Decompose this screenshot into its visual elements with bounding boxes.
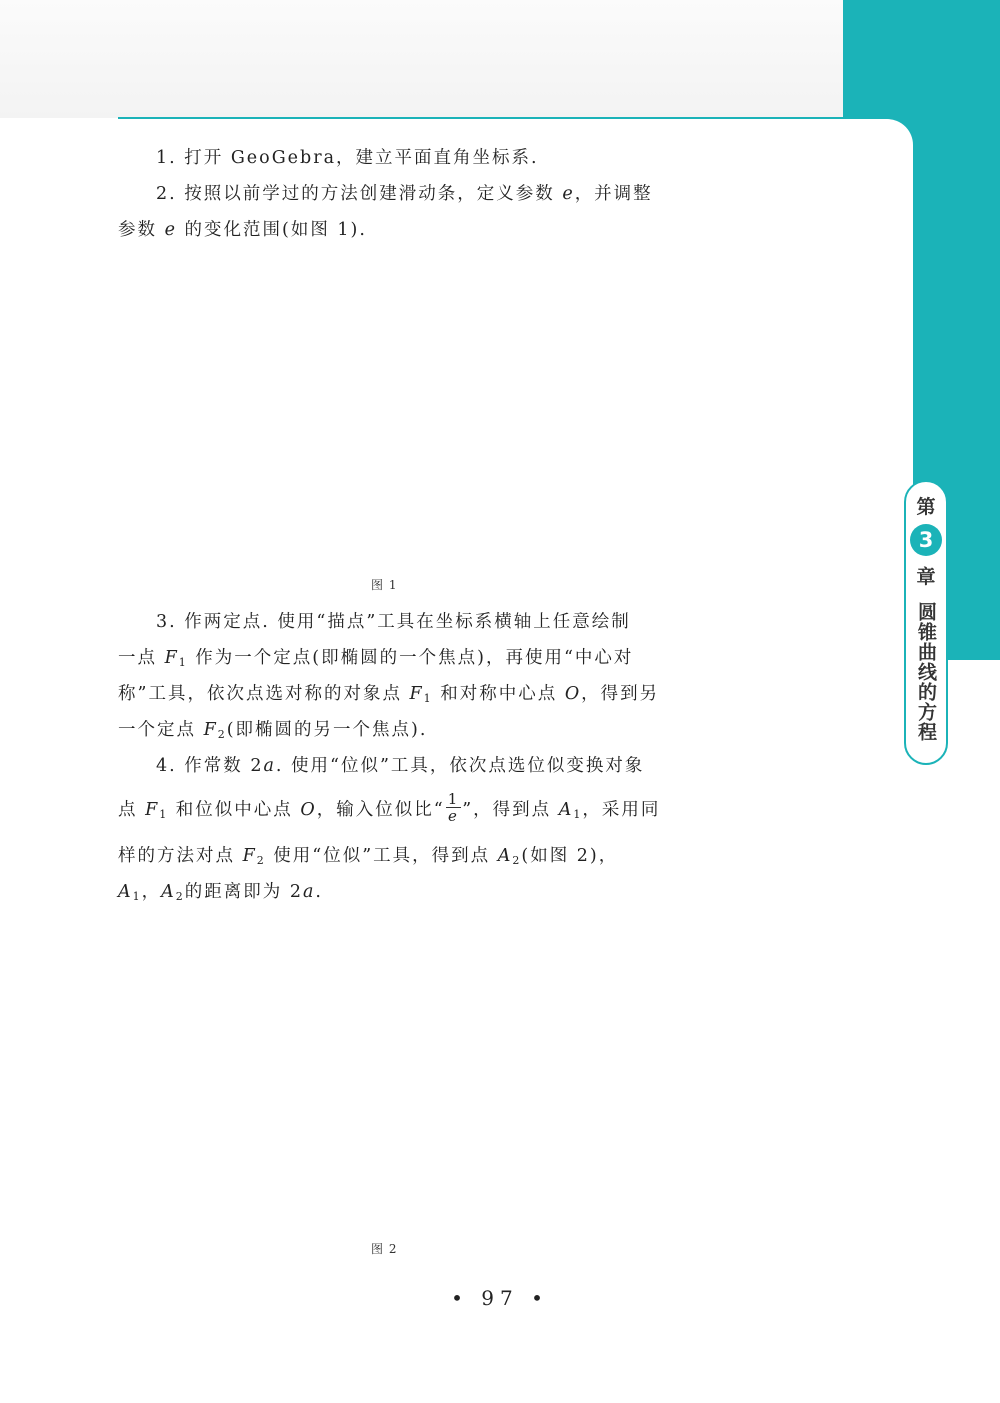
text-span: 作为一个定点(即椭圆的一个焦点)，再使用“中心对 — [187, 648, 634, 668]
text-span: 一个定点 — [118, 720, 204, 740]
paragraph-step-4-line-4 — [118, 874, 323, 910]
text-span: 样的方法对点 — [118, 846, 243, 866]
chapter-title: 圆锥曲线的方程 — [915, 602, 937, 742]
figure-2-caption: 图 2 — [371, 1242, 398, 1256]
chapter-suffix: 章 — [916, 566, 936, 588]
paragraph-step-3-line-4 — [118, 712, 427, 748]
math-a-point: A — [558, 800, 574, 820]
math-f: F — [164, 648, 179, 668]
subscript-2: 2 — [512, 854, 522, 867]
text-span: 点 — [118, 800, 146, 820]
text-span: 和位似中心点 — [168, 800, 301, 820]
paragraph-step-3-line-3 — [118, 676, 659, 712]
figure-1-caption: 图 1 — [371, 578, 398, 592]
subscript-1: 1 — [178, 656, 188, 669]
math-a-point: A — [118, 882, 133, 902]
text-span: ，采用同 — [582, 800, 661, 820]
paragraph-step-3-line-2 — [118, 640, 633, 676]
chapter-prefix: 第 — [916, 496, 936, 518]
text-span: 使用“位似”工具，得到点 — [265, 846, 498, 866]
step-1-text: 1. 打开 GeoGebra，建立平面直角坐标系. — [156, 148, 539, 168]
text-span: 的距离即为 — [184, 882, 290, 902]
text-span: . — [315, 882, 323, 902]
subscript-2: 2 — [175, 890, 185, 903]
fraction-denominator: e — [448, 807, 459, 825]
subscript-2: 2 — [256, 854, 266, 867]
subscript-1: 1 — [423, 692, 433, 705]
math-2: 2 — [289, 882, 303, 902]
math-a-point: A — [161, 882, 176, 902]
text-span: ”，得到点 — [462, 800, 559, 820]
math-a: a — [302, 882, 316, 902]
math-a-point: A — [497, 846, 513, 866]
paragraph-step-2-line-2 — [118, 212, 367, 248]
text-span: 2. 按照以前学过的方法创建滑动条，定义参数 — [156, 184, 563, 204]
math-a: a — [263, 756, 276, 776]
math-f: F — [242, 846, 257, 866]
fraction-1-over-e — [446, 791, 462, 824]
subscript-1: 1 — [159, 808, 169, 821]
paragraph-step-3-line-1 — [118, 604, 631, 640]
math-o: O — [564, 684, 582, 704]
chapter-number-badge: 3 — [910, 524, 942, 556]
text-span: ，输入位似比“ — [316, 800, 445, 820]
chapter-sidebar-label — [904, 480, 948, 765]
text-span: 3. 作两定点. 使用“描点”工具在坐标系横轴上任意绘制 — [156, 612, 631, 632]
paragraph-step-4-line-2 — [118, 792, 660, 828]
text-span: ， — [141, 882, 162, 902]
text-span: ，并调整 — [574, 184, 653, 204]
text-span: 的变化范围(如图 1). — [176, 220, 367, 240]
paragraph-step-2-line-1 — [118, 176, 653, 212]
math-f: F — [203, 720, 218, 740]
math-e: e — [164, 220, 177, 240]
text-span: (即椭圆的另一个焦点). — [226, 720, 428, 740]
math-f: F — [409, 684, 424, 704]
paragraph-step-4-line-3 — [118, 838, 618, 874]
math-2: 2 — [250, 756, 264, 776]
math-f: F — [145, 800, 160, 820]
text-span: 4. 作常数 — [156, 756, 251, 776]
text-span: 和对称中心点 — [432, 684, 565, 704]
text-span: . 使用“位似”工具，依次点选位似变换对象 — [275, 756, 645, 776]
text-span: 参数 — [118, 220, 165, 240]
text-span: (如图 2)， — [521, 846, 619, 866]
subscript-2: 2 — [217, 728, 227, 741]
paragraph-step-4-line-1 — [118, 748, 644, 784]
text-span: ，得到另 — [581, 684, 660, 704]
text-span: 称”工具，依次点选对称的对象点 — [118, 684, 410, 704]
math-e: e — [562, 184, 575, 204]
math-o: O — [300, 800, 317, 820]
page-number: • 97 • — [451, 1286, 549, 1310]
text-span: 一点 — [118, 648, 165, 668]
fraction-numerator: 1 — [447, 790, 460, 808]
paragraph-step-1 — [118, 140, 539, 176]
subscript-1: 1 — [132, 890, 142, 903]
subscript-1: 1 — [573, 808, 583, 821]
